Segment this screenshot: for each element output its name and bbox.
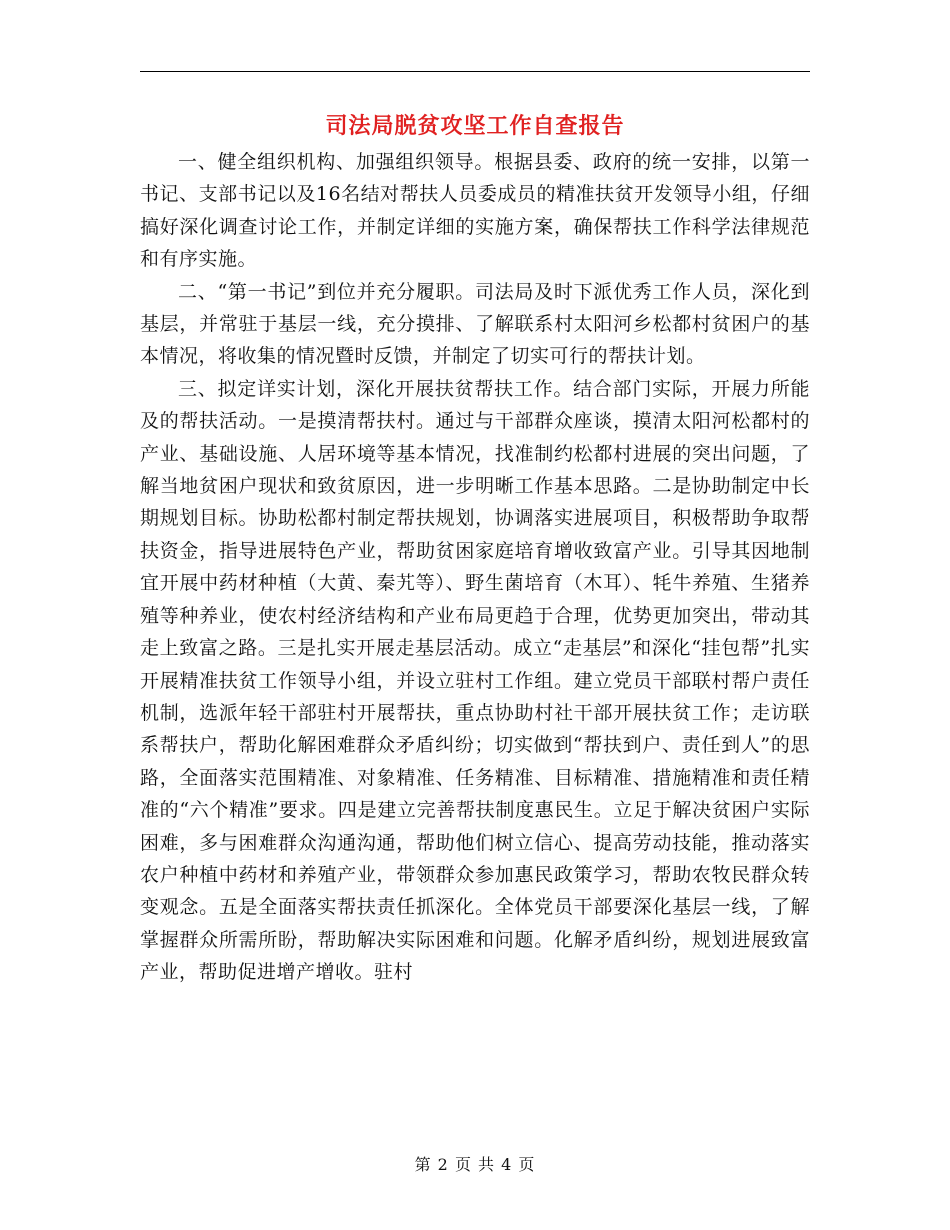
paragraph-3: 三、拟定详实计划，深化开展扶贫帮扶工作。结合部门实际，开展力所能及的帮扶活动。一是摸清帮扶村。通过与干部群众座谈，摸清太阳河松都村的产业、基础设施、人居环境等基本情况，找准制约松都村进展的突出问题，了解当地贫困户现状和致贫原因，进一步明晰工作基本思路。二是协助制定中长期规划目标。协助松都村制定帮扶规划，协调落实进展项目，积极帮助争取帮扶资金，指导进展特色产业，帮助贫困家庭培育增收致富产业。引导其因地制宜开展中药材种植（大黄、秦艽等）、野生菌培育（木耳）、牦牛养殖、生猪养殖等种养业，使农村经济结构和产业布局更趋于合理，优势更加突出，带动其走上致富之路。三是扎实开展走基层活动。成立“走基层”和深化“挂包帮”扎实开展精准扶贫工作领导小组，并设立驻村工作组。建立党员干部联村帮户责任机制，选派年轻干部驻村开展帮扶，重点协助村社干部开展扶贫工作；走访联系帮扶户，帮助化解困难群众矛盾纠纷；切实做到“帮扶到户、责任到人”的思路，全面落实范围精准、对象精准、任务精准、目标精准、措施精准和责任精准的“六个精准”要求。四是建立完善帮扶制度惠民生。立足于解决贫困户实际困难，多与困难群众沟通沟通，帮助他们树立信心、提高劳动技能，推动落实农户种植中药材和养殖产业，带领群众参加惠民政策学习，帮助农牧民群众转变观念。五是全面落实帮扶责任抓深化。全体党员干部要深化基层一线，了解掌握群众所需所盼，帮助解决实际困难和问题。化解矛盾纠纷，规划进展致富产业，帮助促进增产增收。驻村 (140, 377, 810, 984)
document-title: 司法局脱贫攻坚工作自查报告 (325, 113, 625, 139)
paragraph-1: 一、健全组织机构、加强组织领导。根据县委、政府的统一安排，以第一书记、支部书记以及16名结对帮扶人员委成员的精准扶贫开发领导小组，仔细搞好深化调查讨论工作，并制定详细的实施方案，确保帮扶工作科学法律规范和有序实施。 (140, 151, 810, 271)
document-body (140, 146, 810, 989)
paragraph-2: 二、“第一书记”到位并充分履职。司法局及时下派优秀工作人员，深化到基层，并常驻于基层一线，充分摸排、了解联系村太阳河乡松都村贫困户的基本情况，将收集的情况暨时反馈，并制定了切实可行的帮扶计划。 (140, 280, 810, 368)
page-number: 第 2 页 共 4 页 (414, 1155, 536, 1174)
header-rule (140, 71, 810, 72)
